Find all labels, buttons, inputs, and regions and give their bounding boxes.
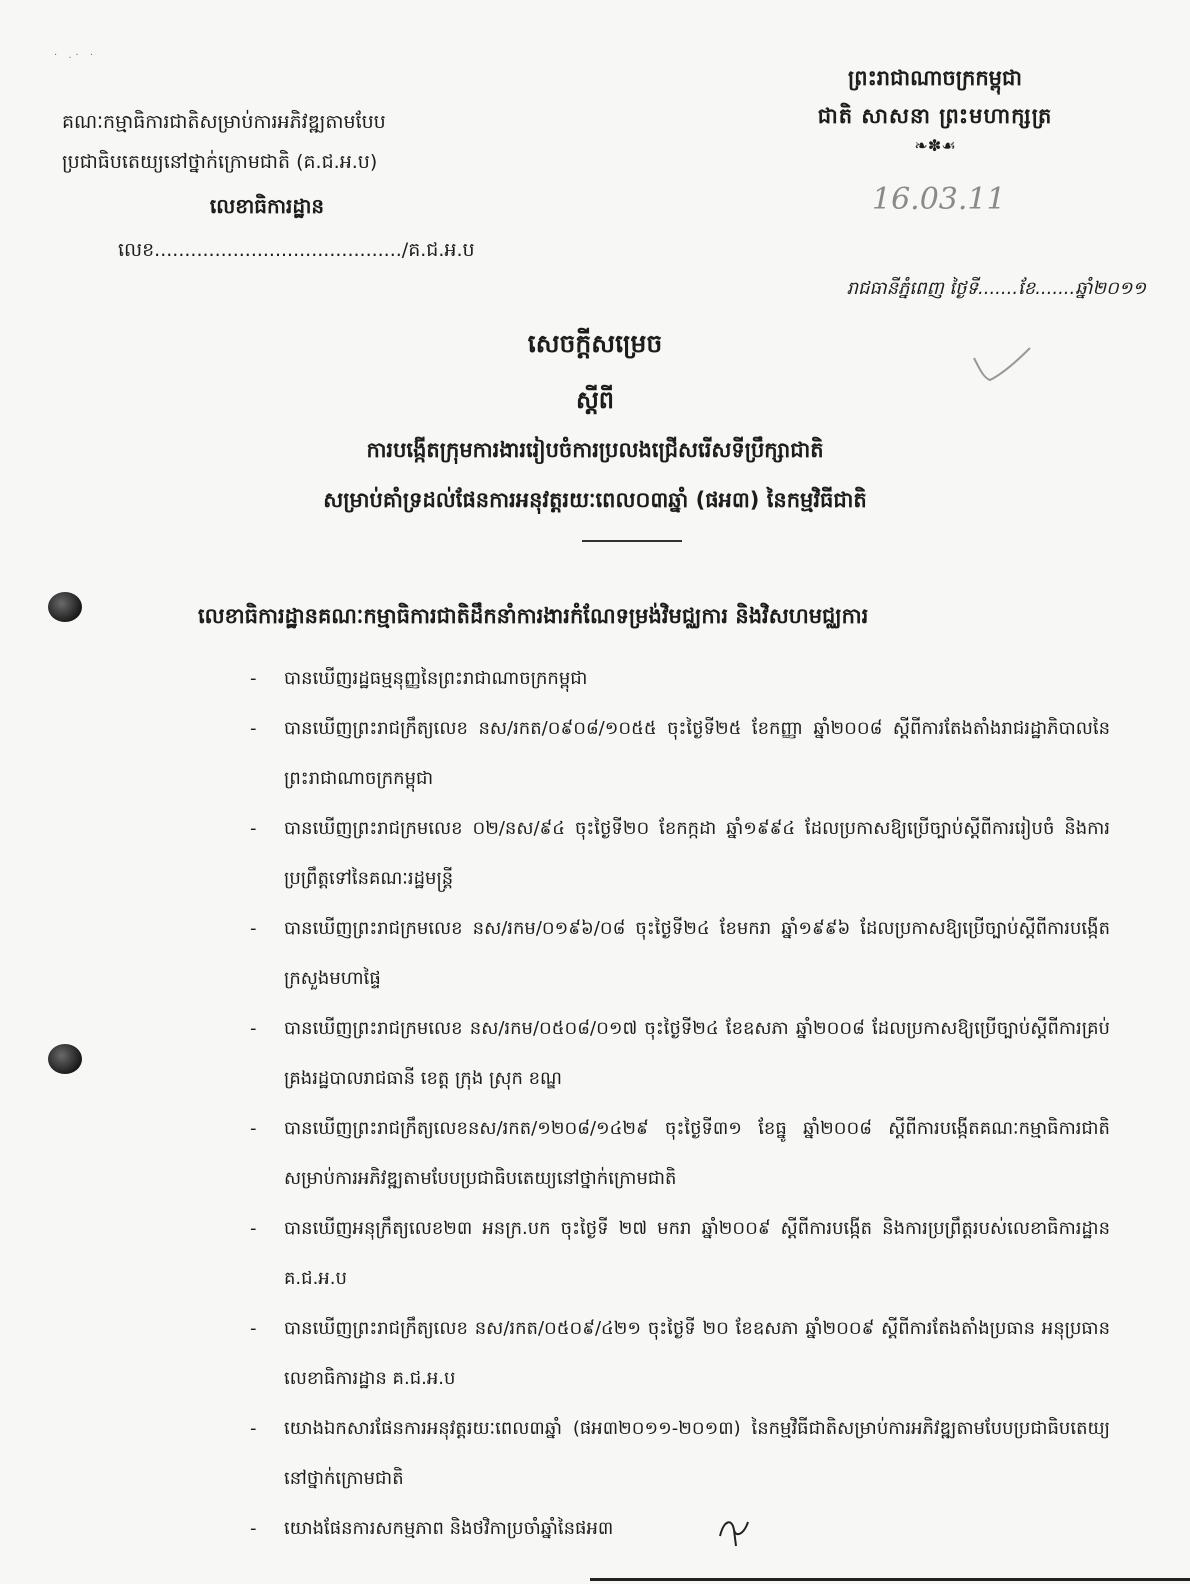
list-item	[250, 704, 1110, 804]
issuer-block	[62, 104, 532, 268]
issuer-office: លេខាធិការដ្ឋាន	[209, 194, 325, 218]
secretariat-heading: លេខាធិការដ្ឋានគណៈកម្មាធិការជាតិដឹកនាំការងារកំណែទម្រង់វិមជ្ឈការ និងវិសហមជ្ឈការ	[198, 604, 869, 628]
list-item	[250, 1504, 1110, 1554]
list-item-text: បានឃើញព្រះរាជក្រមលេខ នស/រកម/០៥០៨/០១៧ ចុះថ្ងៃទី២៤ ខែឧសភា ឆ្នាំ២០០៨ ដែលប្រកាសឱ្យប្រើច្បាប់ស្តីពីការគ្រប់គ្រងរដ្ឋបាលរាជធានី ខេត្ត ក្រុង ស្រុក ខណ្ឌ	[284, 1018, 1110, 1089]
kingdom-name: ព្រះរាជាណាចក្រកម្ពុជា	[847, 66, 1022, 90]
list-item-text: យោងឯកសារផែនការអនុវត្តរយៈពេល៣ឆ្នាំ (ផអ៣២០១១-២០១៣) នៃកម្មវិធីជាតិសម្រាប់ការអភិវឌ្ឍតាមបែបប្រជាធិបតេយ្យនៅថ្នាក់ក្រោមជាតិ	[284, 1418, 1110, 1489]
list-item	[250, 1304, 1110, 1404]
list-item-text: បានឃើញអនុក្រឹត្យលេខ២៣ អនក្រ.បក ចុះថ្ងៃទី ២៧ មករា ឆ្នាំ២០០៩ ស្តីពីការបង្កើត និងការប្រព្រឹត្តរបស់លេខាធិការដ្ឋាន គ.ជ.អ.ប	[284, 1218, 1110, 1289]
punch-hole	[48, 1044, 82, 1074]
issuer-line-1: គណៈកម្មាធិការជាតិសម្រាប់ការអភិវឌ្ឍតាមបែប	[62, 111, 386, 133]
dash-marker: -	[250, 1518, 257, 1539]
list-item	[250, 1104, 1110, 1204]
page-bottom-rule	[590, 1578, 1190, 1581]
dash-marker: -	[250, 918, 257, 939]
dash-marker: -	[250, 1318, 257, 1339]
handwritten-stamp: 16.03.11	[872, 182, 1006, 217]
list-item	[250, 654, 1110, 704]
list-item-text: បានឃើញរដ្ឋធម្មនុញ្ញនៃព្រះរាជាណាចក្រកម្ពុជា	[284, 668, 588, 689]
list-item	[250, 904, 1110, 1004]
list-item	[250, 804, 1110, 904]
list-item-text: យោងផែនការសកម្មភាព និងថវិកាប្រចាំឆ្នាំនៃផអ៣	[284, 1518, 614, 1539]
decision-title	[0, 324, 1190, 520]
ornament-divider: ❧✽☙	[914, 136, 956, 155]
dash-marker: -	[250, 668, 257, 689]
handwritten-initial-icon	[714, 1508, 754, 1548]
dash-marker: -	[250, 1018, 257, 1039]
list-item-text: បានឃើញព្រះរាជក្រមលេខ នស/រកម/០១៩៦/០៨ ចុះថ្ងៃទី២៤ ខែមករា ឆ្នាំ១៩៩៦ ដែលប្រកាសឱ្យប្រើច្បាប់ស្តីពីការបង្កើតក្រសួងមហាផ្ទៃ	[284, 918, 1110, 989]
legal-basis-list	[250, 654, 1110, 1554]
title-line-3: ការបង្កើតក្រុមការងាររៀបចំការប្រលងជ្រើសរើសទីប្រឹក្សាជាតិ	[366, 438, 824, 462]
dash-marker: -	[250, 1418, 257, 1439]
list-item-text: បានឃើញព្រះរាជក្រឹត្យលេខ នស/រកត/០៥០៩/៤២១ ចុះថ្ងៃទី ២០ ខែឧសភា ឆ្នាំ២០០៩ ស្តីពីការតែងតាំងប្រធាន អនុប្រធានលេខាធិការដ្ឋាន គ.ជ.អ.ប	[284, 1318, 1110, 1389]
dash-marker: -	[250, 818, 257, 839]
title-line-2: ស្តីពី	[575, 386, 615, 414]
title-line-1: សេចក្តីសម្រេច	[527, 329, 663, 358]
kingdom-block	[770, 60, 1100, 156]
place-and-date: រាជធានីភ្នំពេញ ថ្ងៃទី.......ខែ.......ឆ្នាំ២០១១	[846, 278, 1146, 299]
punch-hole	[48, 592, 82, 622]
list-item	[250, 1204, 1110, 1304]
list-item-text: បានឃើញព្រះរាជក្រឹត្យលេខ នស/រកត/០៩០៨/១០៥៥ ចុះថ្ងៃទី២៥ ខែកញ្ញា ឆ្នាំ២០០៨ ស្តីពីការតែងតាំងរាជរដ្ឋាភិបាលនៃព្រះរាជាណាចក្រកម្ពុជា	[284, 718, 1110, 789]
reference-number: លេខ........................................./គ.ជ.អ.ប	[118, 239, 475, 261]
title-line-4: សម្រាប់គាំទ្រដល់ផែនការអនុវត្តរយៈពេល០៣ឆ្នាំ (ផអ៣) នៃកម្មវិធីជាតិ	[323, 488, 867, 512]
scan-specks: · .· ·	[54, 50, 98, 61]
dash-marker: -	[250, 1218, 257, 1239]
dash-marker: -	[250, 1118, 257, 1139]
list-item-text: បានឃើញព្រះរាជក្រឹត្យលេខនស/រកត/១២០៨/១៤២៩ ចុះថ្ងៃទី៣១ ខែធ្នូ ឆ្នាំ២០០៨ ស្តីពីការបង្កើតគណៈកម្មាធិការជាតិសម្រាប់ការអភិវឌ្ឍតាមបែបប្រជាធិបតេយ្យនៅថ្នាក់ក្រោមជាតិ	[284, 1118, 1110, 1189]
list-item-text: បានឃើញព្រះរាជក្រមលេខ ០២/នស/៩៤ ចុះថ្ងៃទី២០ ខែកក្កដា ឆ្នាំ១៩៩៤ ដែលប្រកាសឱ្យប្រើច្បាប់ស្តីពីការរៀបចំ និងការប្រព្រឹត្តទៅនៃគណៈរដ្ឋមន្ត្រី	[284, 818, 1110, 889]
dash-marker: -	[250, 718, 257, 739]
national-motto: ជាតិ សាសនា ព្រះមហាក្សត្រ	[817, 104, 1053, 128]
list-item	[250, 1004, 1110, 1104]
title-divider	[582, 540, 682, 542]
issuer-line-2: ប្រជាធិបតេយ្យនៅថ្នាក់ក្រោមជាតិ (គ.ជ.អ.ប)	[62, 151, 378, 173]
list-item	[250, 1404, 1110, 1504]
